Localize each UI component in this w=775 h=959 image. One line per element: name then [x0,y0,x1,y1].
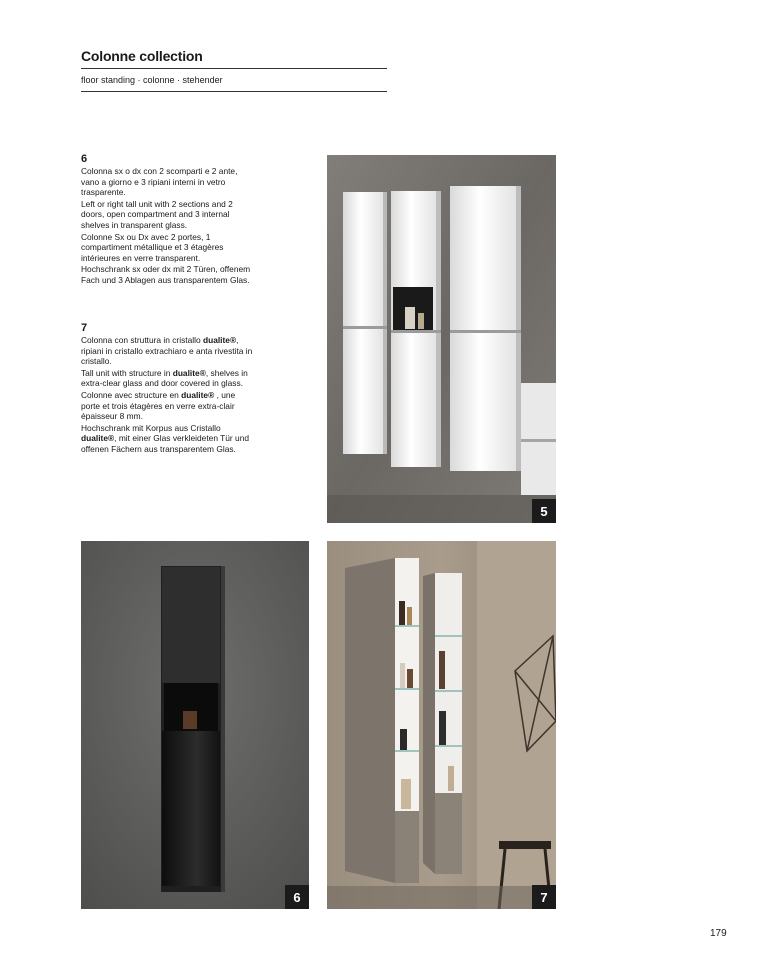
item-number: 6 [81,153,88,165]
photo-label: 7 [532,885,556,909]
page-number: 179 [710,928,727,939]
photo-label: 5 [532,499,556,523]
photo-black-tall-unit [81,541,309,909]
desc-italian: Colonna sx o dx con 2 scomparti e 2 ante, vano a giorno e 3 ripiani interni in vetro trasparente. [81,166,238,198]
item-number: 7 [81,322,88,334]
desc-english: Left or right tall unit with 2 sections and 2 doors, open compartment and 3 internal shelves in transparent glass. [81,198,233,230]
desc-french: Colonne Sx ou Dx avec 2 portes, 1 compartiment métallique et 3 étagères intérieures en verre transparent. [81,231,224,263]
subtitle-rule [81,91,387,92]
desc-german: Hochschrank sx oder dx mit 2 Türen, offenem Fach und 3 Ablagen aus transparentem Glas. [81,264,251,285]
photo-white-tall-units [327,155,556,523]
desc-italian: Colonna con struttura in cristallo dualite®, ripiani in cristallo extrachiaro e anta rivestita in cristallo. [81,335,253,367]
photo-label: 6 [285,885,309,909]
brand-name: dualite® [172,367,206,378]
desc-english: Tall unit with structure in dualite®, shelves in extra-clear glass and door covered in glass. [81,367,248,389]
description-7 [81,322,256,456]
photo-glass-shelf-units [327,541,556,909]
brand-name: dualite® [202,335,237,345]
black-unit-illustration [81,541,309,909]
desc-french: Colonne avec structure en dualite® , une porte et trois étagères en verre extra-clair épaisseur 8 mm. [81,389,236,422]
page-subtitle: floor standing · colonne · stehender [81,75,223,85]
glass-units-illustration [327,541,556,909]
brand-name: dualite® [181,389,215,400]
brand-name: dualite® [81,433,115,444]
description-6 [81,153,256,287]
white-units-illustration [327,155,556,523]
title-rule [81,68,387,69]
desc-german: Hochschrank mit Korpus aus Cristallo dualite®, mit einer Glas verkleideten Tür und offenen Fächern aus transparentem Glas. [81,422,250,454]
page-title: Colonne collection [81,48,203,64]
